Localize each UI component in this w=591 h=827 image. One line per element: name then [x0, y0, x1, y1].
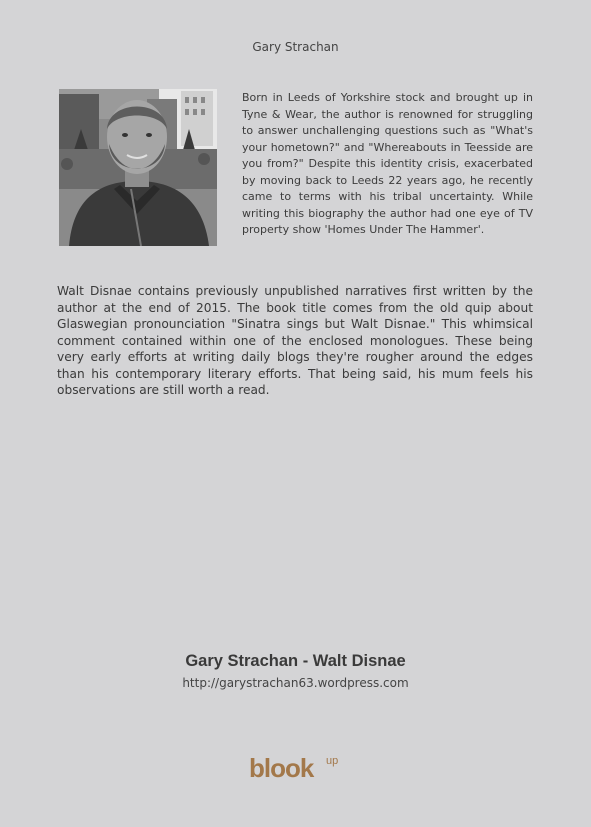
logo-wordmark: blook	[249, 753, 314, 782]
author-name-header: Gary Strachan	[252, 40, 339, 54]
author-website-url: http://garystrachan63.wordpress.com	[182, 676, 409, 690]
blookup-logo	[249, 752, 345, 782]
book-title: Gary Strachan - Walt Disnae	[185, 652, 406, 670]
author-biography: Born in Leeds of Yorkshire stock and brought up in Tyne & Wear, the author is renowned for struggling to answer unchallenging questions such as "What's your hometown?" and "Whereabouts in Teesside are you from?" Despite this identity crisis, exacerbated by moving back to Leeds 22 years ago, he recently came to terms with his tribal uncertainty. While writing this biography the author had one eye of TV property show 'Homes Under The Hammer'.	[242, 91, 533, 236]
logo-superscript: up	[326, 755, 339, 767]
book-description: Walt Disnae contains previously unpublished narratives first written by the author at the end of 2015. The book title comes from the old quip about Glaswegian pronounciation "Sinatra sings but Walt Disnae." This whimsical comment contained within one of the enclosed monologues. These being very early efforts at writing daily blogs they're rougher around the edges than his contemporary literary efforts. That being said, his mum feels his observations are still worth a read.	[57, 284, 533, 397]
author-photo	[59, 89, 217, 246]
